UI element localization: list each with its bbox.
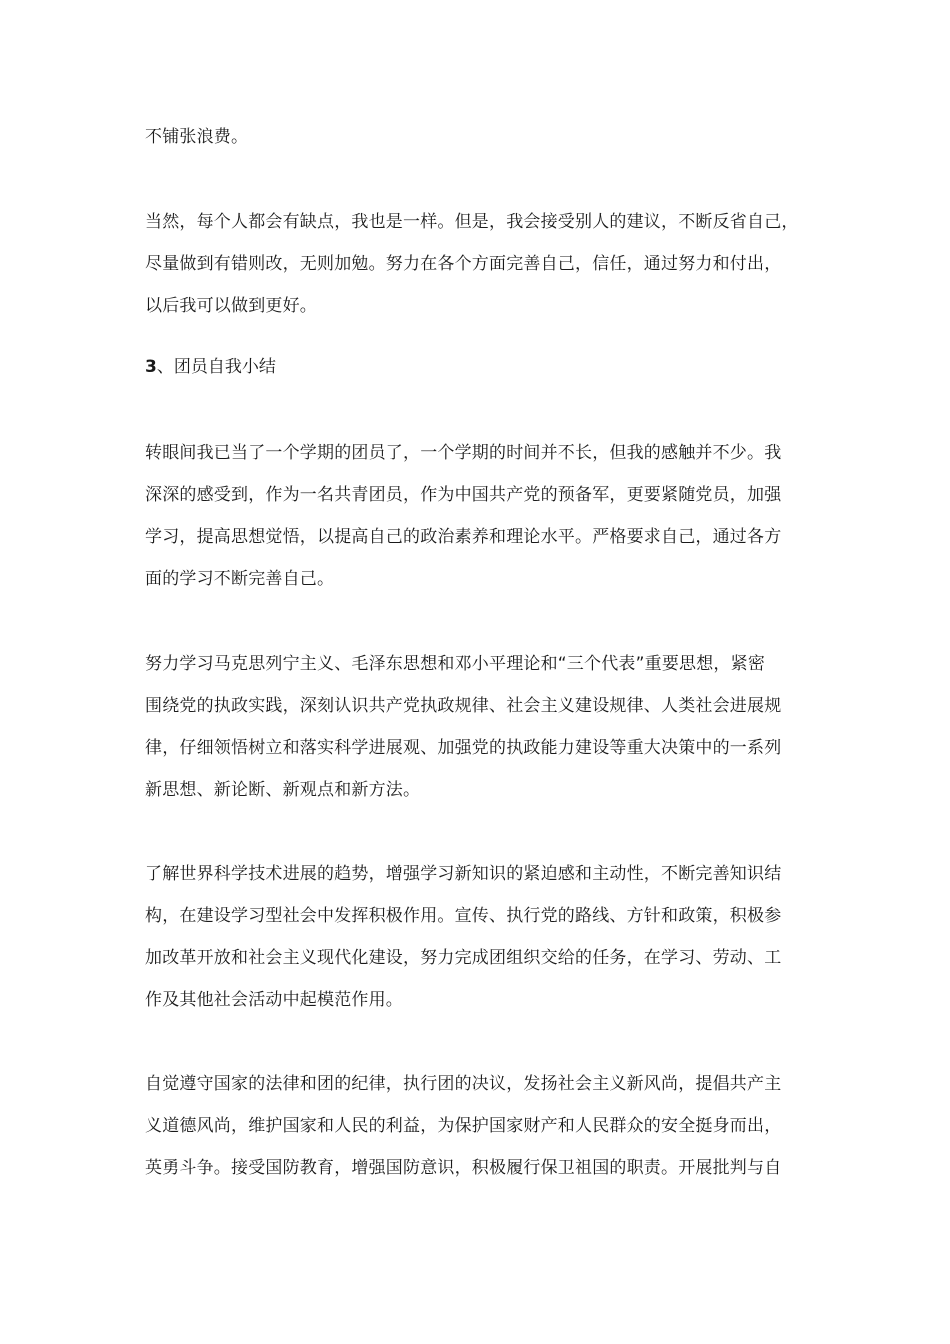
paragraph-line: 加改革开放和社会主义现代化建设，努力完成团组织交给的任务，在学习、劳动、工 bbox=[145, 948, 782, 968]
paragraph-line: 英勇斗争。接受国防教育，增强国防意识，积极履行保卫祖国的职责。开展批判与自 bbox=[145, 1158, 782, 1178]
paragraph-1 bbox=[145, 116, 805, 158]
paragraph-2 bbox=[145, 201, 805, 327]
section-separator: 、 bbox=[156, 357, 174, 377]
paragraph-line: 作及其他社会活动中起模范作用。 bbox=[145, 990, 403, 1010]
section-heading bbox=[145, 346, 805, 388]
paragraph-line: 新思想、新论断、新观点和新方法。 bbox=[145, 780, 421, 800]
paragraph-line: 自觉遵守国家的法律和团的纪律，执行团的决议，发扬社会主义新风尚，提倡共产主 bbox=[145, 1074, 782, 1094]
paragraph-line: 深深的感受到，作为一名共青团员，作为中国共产党的预备军，更要紧随党员，加强 bbox=[145, 485, 782, 505]
section-title: 团员自我小结 bbox=[173, 357, 276, 377]
paragraph-line: 努力学习马克思列宁主义、毛泽东思想和邓小平理论和“三个代表”重要思想，紧密 bbox=[145, 654, 766, 674]
paragraph-3 bbox=[145, 432, 805, 600]
section-number: 3 bbox=[145, 357, 157, 377]
paragraph-4 bbox=[145, 643, 805, 811]
paragraph-line: 构，在建设学习型社会中发挥积极作用。宣传、执行党的路线、方针和政策，积极参 bbox=[145, 906, 782, 926]
paragraph-line: 围绕党的执政实践，深刻认识共产党执政规律、社会主义建设规律、人类社会进展规 bbox=[145, 696, 782, 716]
paragraph-line: 尽量做到有错则改，无则加勉。努力在各个方面完善自己，信任，通过努力和付出， bbox=[145, 254, 782, 274]
paragraph-line: 学习，提高思想觉悟，以提高自己的政治素养和理论水平。严格要求自己，通过各方 bbox=[145, 527, 782, 547]
paragraph-line: 了解世界科学技术进展的趋势，增强学习新知识的紧迫感和主动性，不断完善知识结 bbox=[145, 864, 782, 884]
paragraph-line: 以后我可以做到更好。 bbox=[145, 296, 317, 316]
paragraph-5 bbox=[145, 853, 805, 1021]
paragraph-line: 义道德风尚，维护国家和人民的利益，为保护国家财产和人民群众的安全挺身而出， bbox=[145, 1116, 782, 1136]
paragraph-6 bbox=[145, 1063, 805, 1189]
paragraph-line: 面的学习不断完善自己。 bbox=[145, 569, 335, 589]
paragraph-line: 律，仔细领悟树立和落实科学进展观、加强党的执政能力建设等重大决策中的一系列 bbox=[145, 738, 782, 758]
paragraph-line: 转眼间我已当了一个学期的团员了，一个学期的时间并不长，但我的感触并不少。我 bbox=[145, 443, 782, 463]
paragraph-line: 不铺张浪费。 bbox=[145, 127, 249, 147]
paragraph-line: 当然，每个人都会有缺点，我也是一样。但是，我会接受别人的建议，不断反省自己， bbox=[145, 212, 799, 232]
